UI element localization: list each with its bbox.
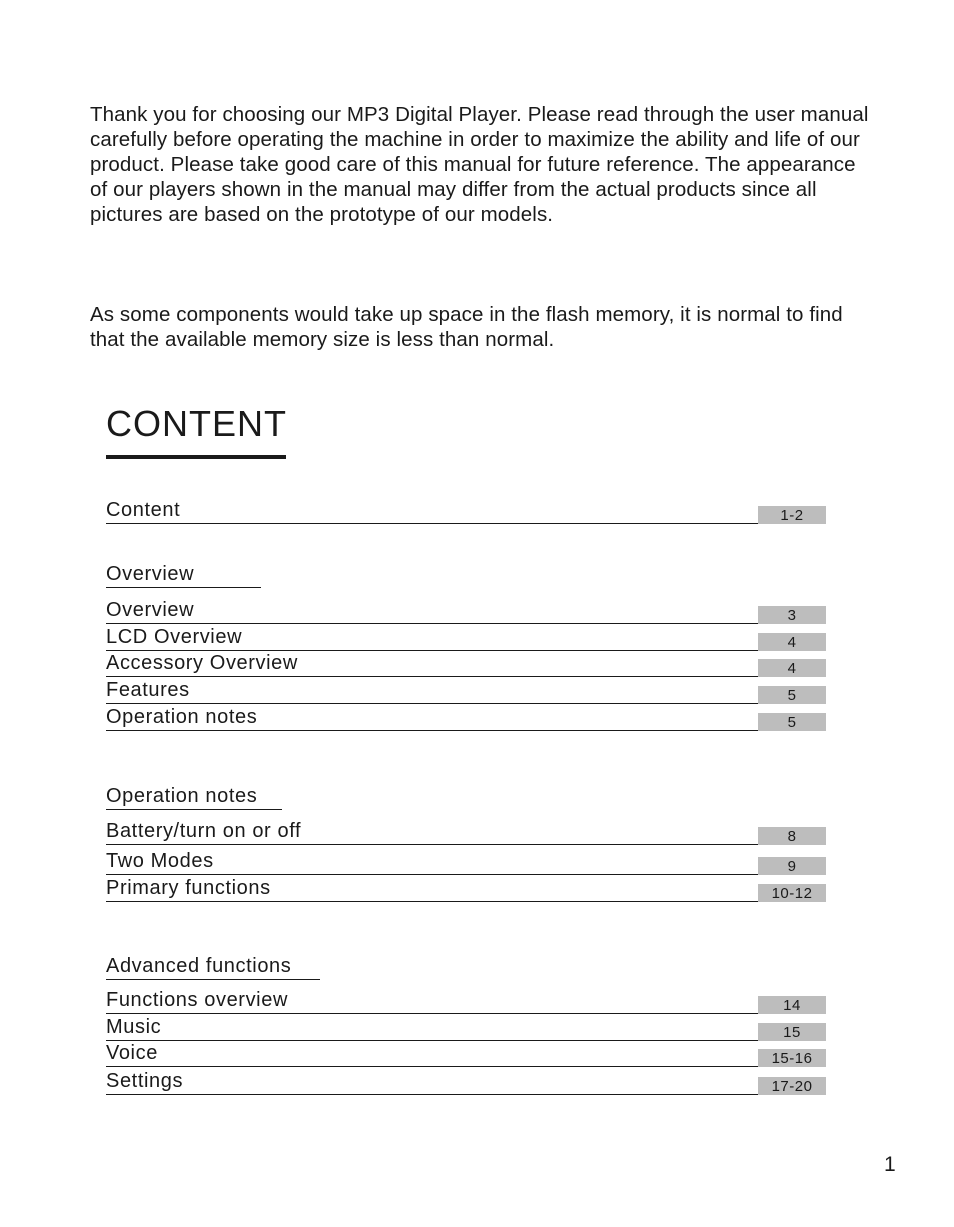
toc-entry-music[interactable]: [106, 1013, 826, 1039]
section-heading-underline: [106, 979, 320, 981]
toc-entry-label: Voice: [106, 1042, 158, 1064]
page-number: 1: [884, 1153, 896, 1176]
section-heading-label: Operation notes: [106, 785, 258, 807]
section-heading-underline: [106, 587, 261, 589]
toc-entry-page-badge: 5: [758, 686, 826, 704]
toc-entry-label: Accessory Overview: [106, 652, 298, 674]
toc-entry-page-badge: 5: [758, 713, 826, 731]
toc-entry-page-badge: 9: [758, 857, 826, 875]
section-heading-advanced-functions: [106, 952, 320, 980]
toc-entry-rule: [106, 844, 826, 846]
toc-entry-features[interactable]: [106, 676, 826, 702]
toc-entry-rule: [106, 730, 826, 732]
toc-entry-page-badge: 3: [758, 606, 826, 624]
toc-entry-label: Two Modes: [106, 850, 214, 872]
toc-entry-battery[interactable]: [106, 817, 826, 843]
toc-entry-lcd-overview[interactable]: [106, 623, 826, 649]
toc-heading-underline: [106, 455, 286, 459]
toc-entry-label: Music: [106, 1016, 162, 1038]
toc-entry-accessory-overview[interactable]: [106, 649, 826, 675]
toc-entry-label: Settings: [106, 1070, 184, 1092]
toc-entry-label: Primary functions: [106, 877, 271, 899]
toc-entry-page-badge: 8: [758, 827, 826, 845]
toc-entry-page-badge: 1-2: [758, 506, 826, 524]
toc-entry-primary-functions[interactable]: [106, 874, 826, 900]
toc-entry-label: LCD Overview: [106, 626, 243, 648]
toc-entry-page-badge: 15: [758, 1023, 826, 1041]
toc-entry-page-badge: 4: [758, 659, 826, 677]
toc-entry-rule: [106, 523, 826, 525]
section-heading-label: Overview: [106, 563, 195, 585]
section-heading-underline: [106, 809, 282, 811]
toc-entry-label: Content: [106, 499, 181, 521]
toc-entry-operation-notes[interactable]: [106, 703, 826, 729]
section-heading-overview: [106, 560, 261, 588]
section-heading-operation-notes: [106, 782, 282, 810]
toc-heading: CONTENT: [106, 403, 287, 444]
toc-entry-content[interactable]: [106, 496, 826, 522]
toc-entry-settings[interactable]: [106, 1067, 826, 1093]
toc-entry-rule: [106, 1094, 826, 1096]
toc-entry-label: Overview: [106, 599, 195, 621]
toc-entry-two-modes[interactable]: [106, 847, 826, 873]
toc-entry-page-badge: 14: [758, 996, 826, 1014]
toc-entry-label: Features: [106, 679, 190, 701]
toc-entry-page-badge: 10-12: [758, 884, 826, 902]
toc-entry-label: Battery/turn on or off: [106, 820, 302, 842]
toc-entry-label: Operation notes: [106, 706, 258, 728]
toc-entry-voice[interactable]: [106, 1039, 826, 1065]
intro-paragraph-1: Thank you for choosing our MP3 Digital Player. Please read through the user manual carefully before operating the machine in order to maximize the ability and life of our product. Please take good care of this manual for future reference. The appearance of our players shown in the manual may differ from the actual products since all pictures are based on the prototype of our models.: [90, 103, 869, 226]
toc-entry-functions-overview[interactable]: [106, 986, 826, 1012]
toc-entry-overview[interactable]: [106, 596, 826, 622]
toc-entry-rule: [106, 901, 826, 903]
toc-entry-page-badge: 15-16: [758, 1049, 826, 1067]
intro-paragraph-2: As some components would take up space in the flash memory, it is normal to find that the available memory size is less than normal.: [90, 303, 843, 351]
section-heading-label: Advanced functions: [106, 955, 292, 977]
toc-entry-page-badge: 4: [758, 633, 826, 651]
toc-entry-page-badge: 17-20: [758, 1077, 826, 1095]
toc-entry-label: Functions overview: [106, 989, 288, 1011]
